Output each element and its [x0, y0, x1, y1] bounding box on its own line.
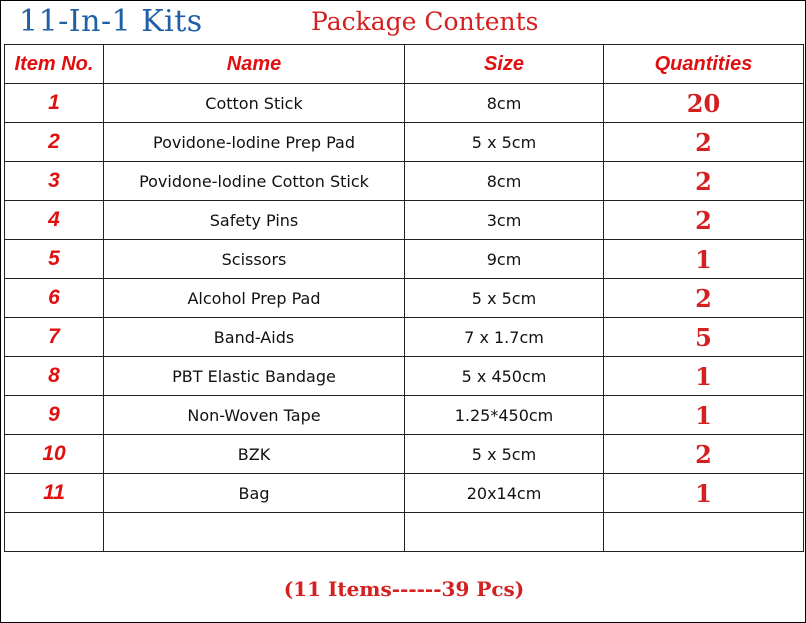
item-number-cell: 7: [5, 318, 104, 357]
item-quantity-cell: 1: [604, 240, 804, 279]
column-header-size: Size: [405, 45, 604, 84]
item-size-cell: 5 x 5cm: [405, 123, 604, 162]
empty-cell: [5, 513, 104, 552]
item-name-cell: Povidone-lodine Cotton Stick: [104, 162, 405, 201]
item-quantity-cell: 1: [604, 474, 804, 513]
item-number-cell: 10: [5, 435, 104, 474]
item-name-cell: BZK: [104, 435, 405, 474]
item-size-cell: 3cm: [405, 201, 604, 240]
kit-title: 11-In-1 Kits: [19, 4, 203, 39]
item-name-cell: Non-Woven Tape: [104, 396, 405, 435]
column-header-item-no: Item No.: [5, 45, 104, 84]
empty-cell: [405, 513, 604, 552]
item-quantity-cell: 2: [604, 201, 804, 240]
item-number-cell: 2: [5, 123, 104, 162]
item-name-cell: Cotton Stick: [104, 84, 405, 123]
item-name-cell: Bag: [104, 474, 405, 513]
item-size-cell: 1.25*450cm: [405, 396, 604, 435]
summary-footer: (11 Items------39 Pcs): [283, 577, 525, 601]
item-name-cell: Scissors: [104, 240, 405, 279]
contents-table: [4, 44, 804, 552]
table-row: [5, 240, 804, 279]
item-number-cell: 8: [5, 357, 104, 396]
item-number-cell: 9: [5, 396, 104, 435]
empty-cell: [104, 513, 405, 552]
column-header-name: Name: [104, 45, 405, 84]
package-contents-title: Package Contents: [311, 7, 539, 36]
table-row: [5, 162, 804, 201]
item-quantity-cell: 20: [604, 84, 804, 123]
item-size-cell: 5 x 5cm: [405, 435, 604, 474]
item-quantity-cell: 2: [604, 162, 804, 201]
item-number-cell: 3: [5, 162, 104, 201]
item-size-cell: 7 x 1.7cm: [405, 318, 604, 357]
item-size-cell: 8cm: [405, 84, 604, 123]
item-number-cell: 4: [5, 201, 104, 240]
item-quantity-cell: 1: [604, 396, 804, 435]
item-quantity-cell: 5: [604, 318, 804, 357]
empty-cell: [604, 513, 804, 552]
column-header-quantities: Quantities: [604, 45, 804, 84]
table-row: [5, 279, 804, 318]
table-row: [5, 357, 804, 396]
item-size-cell: 20x14cm: [405, 474, 604, 513]
table-row: [5, 318, 804, 357]
item-number-cell: 5: [5, 240, 104, 279]
empty-row: [5, 513, 804, 552]
item-quantity-cell: 2: [604, 279, 804, 318]
table-row: [5, 84, 804, 123]
item-name-cell: Alcohol Prep Pad: [104, 279, 405, 318]
item-number-cell: 6: [5, 279, 104, 318]
item-number-cell: 1: [5, 84, 104, 123]
item-size-cell: 8cm: [405, 162, 604, 201]
item-quantity-cell: 2: [604, 123, 804, 162]
item-quantity-cell: 2: [604, 435, 804, 474]
item-name-cell: PBT Elastic Bandage: [104, 357, 405, 396]
item-name-cell: Safety Pins: [104, 201, 405, 240]
table-row: [5, 474, 804, 513]
item-size-cell: 9cm: [405, 240, 604, 279]
item-number-cell: 11: [5, 474, 104, 513]
table-row: [5, 123, 804, 162]
item-quantity-cell: 1: [604, 357, 804, 396]
item-name-cell: Band-Aids: [104, 318, 405, 357]
header-row: [5, 45, 804, 84]
item-name-cell: Povidone-lodine Prep Pad: [104, 123, 405, 162]
item-size-cell: 5 x 5cm: [405, 279, 604, 318]
item-size-cell: 5 x 450cm: [405, 357, 604, 396]
table-row: [5, 435, 804, 474]
table-row: [5, 396, 804, 435]
table-row: [5, 201, 804, 240]
